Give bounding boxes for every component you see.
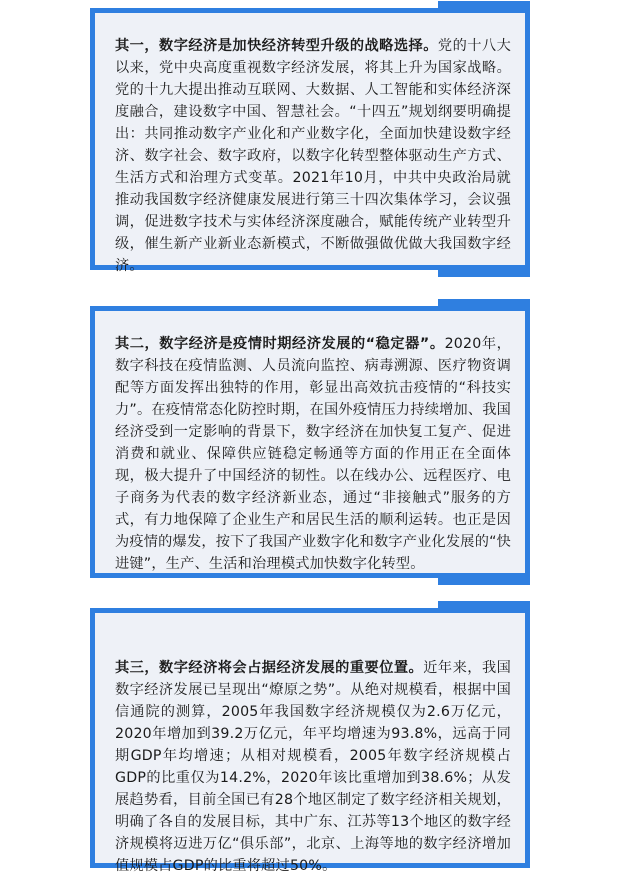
card-accent-bar-bottom <box>438 265 530 277</box>
section-card-2 <box>90 306 530 578</box>
section-text <box>95 311 525 593</box>
card-accent-bar-bottom <box>438 573 530 585</box>
section-card-1 <box>90 8 530 274</box>
section-card-3 <box>90 608 530 874</box>
section-lead: 其一，数字经济是加快经济转型升级的战略选择。 <box>115 38 438 54</box>
section-lead: 其三，数字经济将会占据经济发展的重要位置。 <box>115 660 424 676</box>
card-accent-bar-top <box>438 601 530 613</box>
section-lead: 其二，数字经济是疫情时期经济发展的“稳定器”。 <box>115 336 445 352</box>
section-body: 2020年，数字科技在疫情监测、人员流向监控、病毒溯源、医疗物资调配等方面发挥出独特的作用，彰显出高效抗击疫情的“科技实力”。在疫情常态化防控时期，在国外疫情压力持续增加、我国经济受到一定影响的背景下，数字经济在加快复工复产、促进消费和就业、保障供应链稳定畅通等方面的作用正在全面体现，极大提升了中国经济的韧性。以在线办公、远程医疗、电子商务为代表的数字经济新业态，通过“非接触式”服务的方式，有力地保障了企业生产和居民生活的顺利运转。也正是因为疫情的爆发，按下了我国产业数字化和数字产业化发展的“快进键”，生产、生活和治理模式加快数字化转型。 <box>115 336 512 572</box>
card-accent-bar-top <box>438 1 530 13</box>
card-accent-bar-top <box>438 299 530 311</box>
section-body: 近年来，我国数字经济发展已呈现出“燎原之势”。从绝对规模看，根据中国信通院的测算，2005年我国数字经济规模仅为2.6万亿元，2020年增加到39.2万亿元，年平均增速为93.8%，远高于同期GDP年均增速；从相对规模看，2005年数字经济规模占GDP的比重仅为14.2%，2020年该比重增加到38.6%；从发展趋势看，目前全国已有28个地区制定了数字经济相关规划，明确了各自的发展目标，其中广东、江苏等13个地区的数字经济规模将迈进万亿“俱乐部”，北京、上海等地的数字经济增加值规模占GDP的比重将超过50%。 <box>115 660 512 874</box>
section-text <box>95 13 525 295</box>
section-body: 党的十八大以来，党中央高度重视数字经济发展，将其上升为国家战略。党的十九大提出推动互联网、大数据、人工智能和实体经济深度融合，建设数字中国、智慧社会。“十四五”规划纲要明确提出：共同推动数字产业化和产业数字化，全面加快建设数字经济、数字社会、数字政府，以数字化转型整体驱动生产方式、生活方式和治理方式变革。2021年10月，中共中央政治局就推动我国数字经济健康发展进行第三十四次集体学习，会议强调，促进数字技术与实体经济深度融合，赋能传统产业转型升级，催生新产业新业态新模式，不断做强做优做大我国数字经济。 <box>115 38 511 274</box>
